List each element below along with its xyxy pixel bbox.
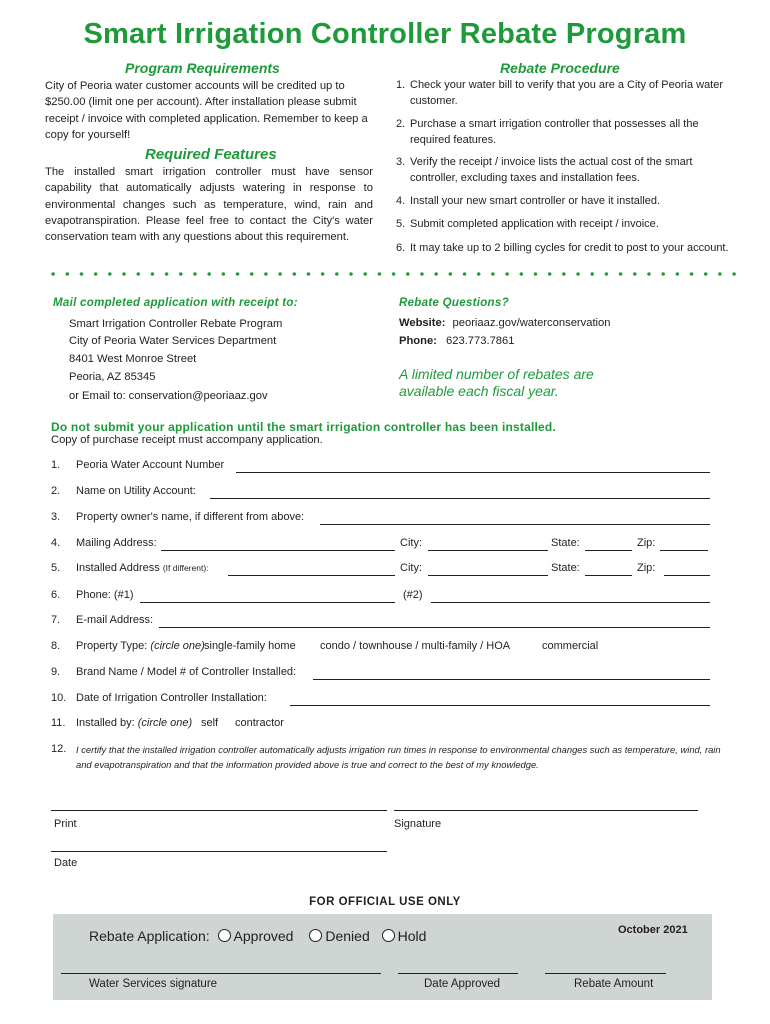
mail-email-line[interactable]: or Email to: conservation@peoriaaz.gov (69, 390, 268, 402)
owner-name-label: Property owner's name, if different from above: (76, 511, 305, 523)
account-number-input[interactable] (236, 472, 710, 473)
install-warning: Do not submit your application until the smart irrigation controller has been installed. (51, 420, 556, 434)
option-single-family[interactable]: single-family home (204, 640, 296, 652)
approved-label: Approved (233, 928, 294, 944)
procedure-step (396, 194, 726, 210)
step-text: Submit completed application with receipt / invoice. (410, 218, 659, 230)
installed-address-label (76, 562, 209, 574)
certification-text: I certify that the installed irrigation controller automatically adjusts irrigation run times in response to environmental changes such as temperature, wind, rain and evapotranspiration and that the information provided above is true and correct to the best of my knowledge. (76, 744, 721, 770)
program-requirements-text: City of Peoria water customer accounts will be credited up to $250.00 (limit one per account). After installation please submit receipt / invoice with completed application. Remember to keep a copy for yourself! (45, 80, 368, 141)
phone1-input[interactable] (140, 602, 395, 603)
field-number: 5. (51, 562, 61, 574)
date-label: Date (54, 857, 78, 869)
required-features-heading: Required Features (145, 146, 277, 163)
program-requirements-heading: Program Requirements (125, 60, 280, 76)
property-type-label-text: Property Type: (76, 640, 148, 652)
step-number: 3. (396, 156, 406, 168)
website-label: Website: (399, 317, 446, 329)
step-number: 2. (396, 118, 406, 130)
procedure-step (396, 78, 726, 109)
field-number: 8. (51, 640, 61, 652)
denied-label: Denied (325, 928, 370, 944)
website-link[interactable]: peoriaaz.gov/waterconservation (452, 317, 611, 329)
field-number: 1. (51, 459, 61, 471)
step-number: 6. (396, 242, 406, 254)
radio-circle-icon (382, 929, 395, 942)
procedure-step (396, 241, 746, 257)
mail-line: City of Peoria Water Services Department (69, 335, 277, 347)
version-date: October 2021 (618, 924, 688, 936)
installed-state-label: State: (551, 562, 580, 574)
radio-circle-icon (309, 929, 322, 942)
copy-note: Copy of purchase receipt must accompany application. (51, 434, 323, 446)
step-text: Check your water bill to verify that you are a City of Peoria water customer. (410, 79, 724, 107)
field-number: 10. (51, 692, 67, 704)
field-number: 2. (51, 485, 61, 497)
radio-denied[interactable] (309, 928, 369, 944)
brand-model-label: Brand Name / Model # of Controller Installed: (76, 666, 297, 678)
installed-city-input[interactable] (428, 575, 548, 576)
email-label: E-mail Address: (76, 614, 154, 626)
installed-by-label-text: Installed by: (76, 717, 135, 729)
date-approved-input[interactable] (398, 973, 518, 974)
field-number: 12. (51, 743, 67, 755)
date-input[interactable] (51, 851, 387, 852)
circle-one-hint: (circle one) (150, 640, 205, 652)
installed-zip-label: Zip: (637, 562, 656, 574)
signature-label: Signature (394, 818, 442, 830)
installed-address-input[interactable] (228, 575, 395, 576)
step-text: Verify the receipt / invoice lists the actual cost of the smart controller, excluding taxes and installation fees. (410, 156, 693, 184)
mailing-city-label: City: (400, 537, 422, 549)
installed-address-hint: (If different): (162, 563, 209, 573)
field-number: 4. (51, 537, 61, 549)
mailing-state-input[interactable] (585, 550, 632, 551)
mailing-state-label: State: (551, 537, 580, 549)
phone-row (399, 335, 514, 347)
mail-line: 8401 West Monroe Street (69, 353, 197, 365)
rebate-questions-heading: Rebate Questions? (399, 297, 509, 309)
field-number: 7. (51, 614, 61, 626)
website-row (399, 317, 611, 329)
utility-name-input[interactable] (210, 498, 710, 499)
option-self[interactable]: self (201, 717, 219, 729)
hold-label: Hold (397, 928, 427, 944)
procedure-step (396, 217, 726, 233)
rebate-procedure-heading: Rebate Procedure (500, 60, 620, 76)
installed-address-label-text: Installed Address (76, 562, 160, 574)
ws-signature-input[interactable] (61, 973, 381, 974)
rebate-application-row (89, 928, 426, 944)
field-number: 9. (51, 666, 61, 678)
step-number: 5. (396, 218, 406, 230)
print-label: Print (54, 818, 77, 830)
utility-name-label: Name on Utility Account: (76, 485, 196, 497)
mail-line: Smart Irrigation Controller Rebate Program (69, 318, 283, 330)
field-number: 6. (51, 589, 61, 601)
mailing-zip-input[interactable] (660, 550, 708, 551)
field-number: 3. (51, 511, 61, 523)
mail-heading: Mail completed application with receipt to: (53, 297, 298, 309)
owner-name-input[interactable] (320, 524, 710, 525)
required-features-text: The installed smart irrigation controller must have sensor capability that automatically adjusts watering in response to environmental changes such as temperature, wind, rain and evapotranspiration. Please feel free to contact the City's water conservation team with any questions about this requirement. (45, 166, 373, 244)
limited-rebates-note: A limited number of rebates are available each fiscal year. (399, 366, 594, 399)
brand-model-input[interactable] (313, 679, 710, 680)
phone-label: Phone: (399, 335, 437, 347)
mail-line: Peoria, AZ 85345 (69, 371, 156, 383)
radio-approved[interactable] (218, 928, 294, 944)
phone2-input[interactable] (431, 602, 710, 603)
installed-city-label: City: (400, 562, 422, 574)
step-number: 4. (396, 195, 406, 207)
official-use-heading: FOR OFFICIAL USE ONLY (309, 896, 461, 908)
mailing-address-input[interactable] (161, 550, 395, 551)
install-date-input[interactable] (290, 705, 710, 706)
property-type-label (76, 640, 205, 652)
mailing-city-input[interactable] (428, 550, 548, 551)
option-condo-multifamily[interactable]: condo / townhouse / multi-family / HOA (320, 640, 511, 652)
phone1-label: Phone: (#1) (76, 589, 134, 601)
rebate-application-label: Rebate Application: (89, 928, 210, 944)
option-contractor[interactable]: contractor (235, 717, 284, 729)
official-use-box (53, 914, 712, 1000)
field-number: 11. (51, 717, 66, 729)
email-input[interactable] (159, 627, 710, 628)
step-number: 1. (396, 79, 406, 91)
mailing-address-label: Mailing Address: (76, 537, 157, 549)
procedure-step (396, 155, 726, 186)
install-date-label: Date of Irrigation Controller Installation: (76, 692, 267, 704)
ws-signature-label: Water Services signature (89, 978, 218, 990)
installed-by-label (76, 717, 192, 729)
account-number-label: Peoria Water Account Number (76, 459, 225, 471)
date-approved-label: Date Approved (424, 978, 501, 990)
page-title: Smart Irrigation Controller Rebate Program (83, 18, 687, 50)
procedure-step (396, 117, 726, 148)
dotted-divider (46, 271, 741, 277)
radio-circle-icon (218, 929, 231, 942)
print-name-input[interactable] (51, 810, 387, 811)
rebate-amount-input[interactable] (545, 973, 666, 974)
circle-one-hint: (circle one) (137, 717, 193, 729)
signature-input[interactable] (394, 810, 698, 811)
rebate-amount-label: Rebate Amount (574, 978, 654, 990)
step-text: Install your new smart controller or have it installed. (410, 195, 661, 207)
step-text: It may take up to 2 billing cycles for credit to post to your account. (410, 242, 729, 254)
installed-zip-input[interactable] (664, 575, 710, 576)
phone-number: 623.773.7861 (446, 335, 515, 347)
mailing-zip-label: Zip: (637, 537, 656, 549)
option-commercial[interactable]: commercial (542, 640, 599, 652)
step-text: Purchase a smart irrigation controller that possesses all the required features. (410, 118, 699, 146)
phone2-label: (#2) (403, 589, 423, 601)
radio-hold[interactable] (382, 928, 427, 944)
installed-state-input[interactable] (585, 575, 632, 576)
